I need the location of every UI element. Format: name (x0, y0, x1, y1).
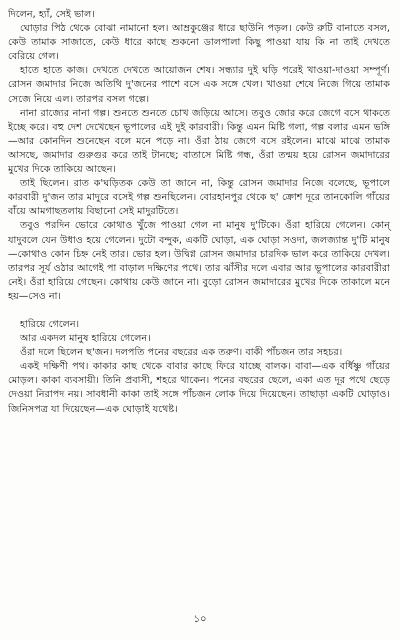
paragraph: আর একদল মানুষ হারিয়ে গেলেন। (20, 333, 151, 345)
paragraph: তবুও পরদিন ভোরে কোথাও খুঁজে পাওয়া গেল না মানুষ দু'টিকে। ওঁরা হারিয়ে গেলেন। কোন্ যাদুবলে যেন উধাও হয়ে গেলেন। দুটো বন্দুক, একটি ঘোড়া, এক ঘোড়া সওদা, জলজ্যান্ত দু'টি মানুষ—কোথাও কোন চিহ্ন নেই তার। ভোর হল। উদ্বিগ্ন রোসন জমাদার চারদিক ভাল করে তাকিয়ে দেখল। তারপর সূর্য ওঠার আগেই পা বাড়াল দক্ষিণের পথে। তার ঝাঁসীর দলে এবার আর ভূপালের কারবারীরা নেই। ওঁরা হারিয়ে গেছেন। কোথায় কেউ জানে না। বুড়ো রোসন জমাদারের মুখের দিকে তাকালে মনে হয়—সেও না। (8, 220, 390, 302)
page-number: ১০ (193, 614, 207, 625)
paragraph: হারিয়ে গেলেন। (20, 318, 80, 330)
body-text (8, 8, 390, 417)
paragraph: তাই ছিলেন। রাত ক'ঘড়িতক কেউ তা জানে না, কিন্তু রোসন জমাদার নিজে বলেছে, ভূপালে কারবারী দু'জন তার মাদুরে বসেই গল্প শুনছিলেন। বোরহানপুর থেকে ছ' ক্রোশ দূরে তানকোলি গাঁয়ের বাঁয়ে আমগাছতলায় বিছানো সেই মাদুরটিতে। (8, 178, 390, 218)
paragraph: ওঁরা দলে ছিলেন ছ'জন। দলপতি পনের বছরের এক তরুণ। বাকী পাঁচজন তার সহচর। (20, 347, 343, 359)
paragraph: ঘোড়ার পিঠ থেকে বোঝা নামানো হল। আম্রকুঞ্জের ধারে ছাউনি পড়ল। কেউ রুটি বানাতে বসল, কেউ তামাক সাজাতে, কেউ ধারে কাছে শুকনো ডালপালা কিছু পাওয়া যায় কি না তাই দেখতে বেরিয়ে গেল। (8, 23, 390, 63)
paragraph: নানা রাজ্যের নানা গল্প। শুনতে শুনতে চোখ জড়িয়ে আসে। তবুও জোর করে জেগে বসে থাকতে ইচ্ছে করে। বহু দেশ দেখেছেন ভূপালের এই দুই কারবারী। কিন্তু এমন মিষ্টি গলা, গল্প বলার এমন ভঙ্গি—আর কোনদিন শুনেছেন বলে মনে পড়ে না। ওঁরা ঠায় জেগে বসে রইলেন। মাঝে মাঝে তামাক আসছে, জমাদার গুরুগুর করে তাই টানছে; বাতাসে মিষ্টি গন্ধ, ওঁরা তন্ময় হয়ে রোসন জমাদারের মুখের দিকে তাকিয়ে আছেন। (8, 107, 390, 176)
paragraph: একই দক্ষিণী পথ। কাকার কাছ থেকে বাবার কাছে ফিরে যাচ্ছে বালক। বাবা—এক বর্ধিষ্ণু গাঁয়ের মোড়ল। কাকা ব্যবসায়ী। তিনি প্রবাসী, শহরে থাকেন। পনের বছরের ছেলে, একা এত দূর পথে ছেড়ে দেওয়া নিরাপদ নয়। সাবধানী কাকা তাই সঙ্গে পাঁচজন লোক দিয়ে দিয়েছেন। তাছাড়া একটি ঘোড়াও। জিনিসপত্র যা দিয়েছেন—এক ঘোড়াই যথেষ্ট। (8, 361, 390, 415)
paragraph: দিলেন, হ্যাঁ, সেই ভাল। (8, 9, 95, 20)
paragraph: হাতে হাতে কাজ। দেখতে দেখতে আয়োজন শেষ। সন্ধ্যার দুই ঘড়ি পরেই খাওয়া-দাওয়া সম্পূর্ণ। রোসন জমাদার নিজে অতিথি দু'জনের পাশে বসে এক সঙ্গে খেল। খাওয়া শেষে নিজে গিয়ে তামাক সেজে নিয়ে এল। তারপর বসল গল্পে। (8, 65, 390, 105)
